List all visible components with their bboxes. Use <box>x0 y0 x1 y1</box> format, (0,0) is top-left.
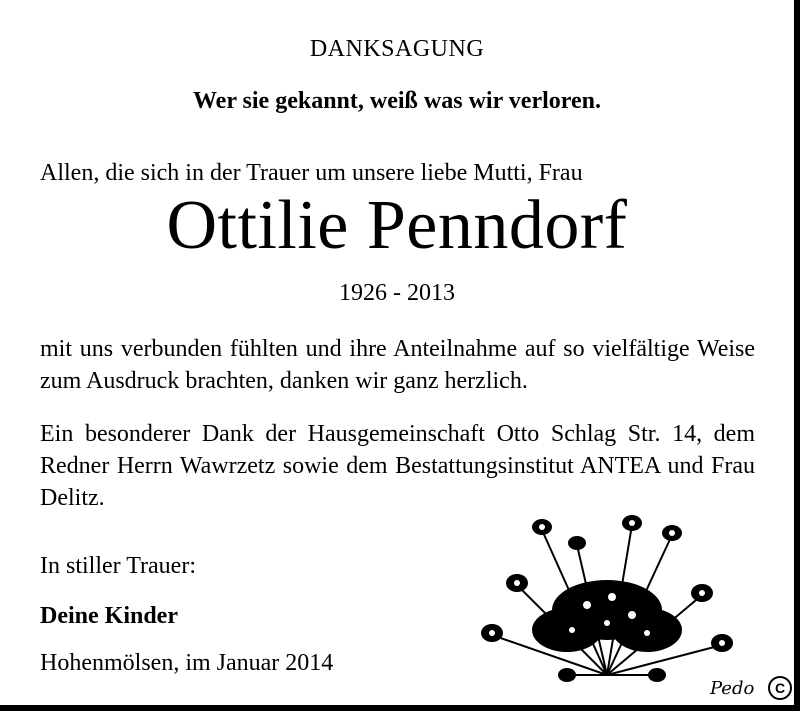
notice-motto: Wer sie gekannt, weiß was wir verloren. <box>193 88 601 114</box>
special-thanks-paragraph: Ein besonderer Dank der Hausgemeinschaft Otto Schlag Str. 14, dem Redner Herrn Wawrzetz sowie dem Bestattungsinstitut ANTEA und Frau Delitz. <box>40 421 755 511</box>
closing-line: In stiller Trauer: <box>40 553 196 579</box>
notice-heading: DANKSAGUNG <box>309 36 485 62</box>
thanks-paragraph: mit uns verbunden fühlten und ihre Anteilnahme auf so vielfältige Weise zum Ausdruck brachten, danken wir ganz herzlich. <box>40 336 755 394</box>
deceased-name: Ottilie Penndorf <box>166 187 628 264</box>
rose-bouquet-icon <box>472 505 742 685</box>
life-dates: 1926 - 2013 <box>339 280 455 306</box>
notice-intro: Allen, die sich in der Trauer um unsere liebe Mutti, Frau <box>40 160 583 186</box>
place-date: Hohenmölsen, im Januar 2014 <box>40 650 334 676</box>
artist-credit: Pedo <box>710 678 755 699</box>
copyright-icon: C <box>768 676 792 700</box>
signature: Deine Kinder <box>40 603 178 629</box>
